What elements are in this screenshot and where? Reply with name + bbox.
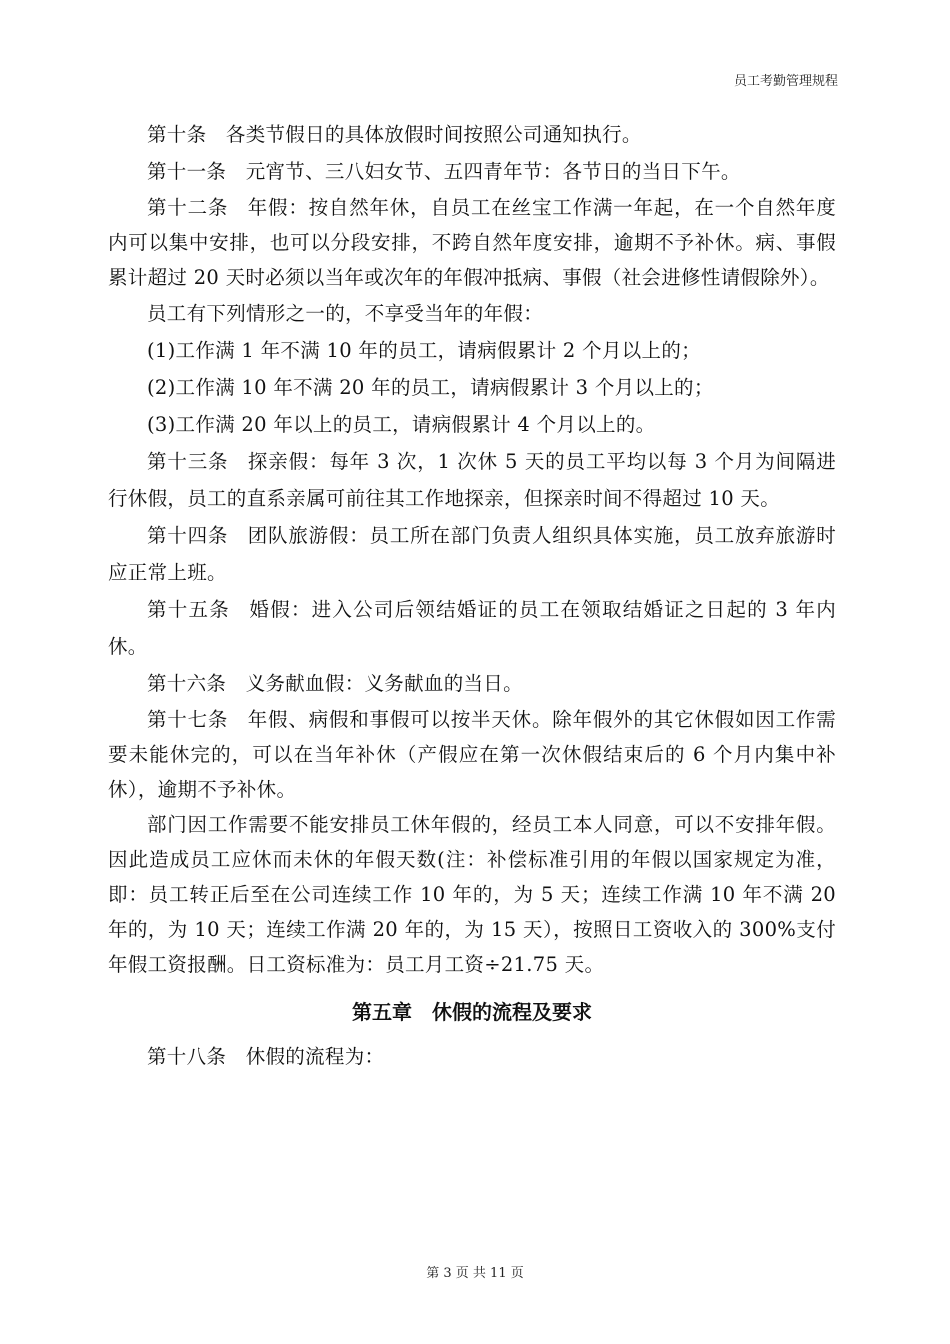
article-label: 第十七条	[147, 708, 229, 731]
article-label: 第十二条	[147, 196, 229, 219]
article-18	[108, 1038, 836, 1075]
article-13	[108, 443, 836, 517]
article-text: 年假、病假和事假可以按半天休。除年假外的其它休假如因工作需要未能休完的，可以在当年补休（产假应在第一次休假结束后的 6 个月内集中补休），逾期不予补休。	[108, 708, 837, 801]
article-label: 第十条	[147, 123, 207, 146]
article-label: 第十一条	[147, 160, 227, 183]
document-body	[108, 116, 836, 1075]
article-text: 探亲假：每年 3 次，1 次休 5 天的员工平均以每 3 个月为间隔进行休假，员工的直系亲属可前往其工作地探亲，但探亲时间不得超过 10 天。	[108, 450, 837, 510]
article-17	[108, 702, 836, 807]
article-label: 第十四条	[147, 524, 229, 547]
article-text: 年假：按自然年休，自员工在丝宝工作满一年起，在一个自然年度内可以集中安排，也可以分段安排，不跨自然年度安排，逾期不予补休。病、事假累计超过 20 天时必须以当年或次年的年假冲抵病、事假（社会进修性请假除外）。	[108, 196, 837, 289]
article-10	[108, 116, 836, 153]
compensation-paragraph: 部门因工作需要不能安排员工休年假的，经员工本人同意，可以不安排年假。因此造成员工应休而未休的年假天数(注：补偿标准引用的年假以国家规定为准，即：员工转正后至在公司连续工作 10 年的，为 5 天；连续工作满 10 年不满 20 年的，为 10 天；连续工作满 20 年的，为 15 天），按照日工资收入的 300%支付年假工资报酬。日工资标准为：员工月工资÷21.75 天。	[108, 813, 836, 976]
chapter-title: 休假的流程及要求	[432, 1000, 592, 1024]
annual-exclusion-item-1: (1)工作满 1 年不满 10 年的员工，请病假累计 2 个月以上的；	[147, 339, 701, 362]
article-label: 第十五条	[147, 598, 230, 621]
article-11	[108, 153, 836, 190]
article-12	[108, 190, 836, 295]
annual-exclusion-item-2: (2)工作满 10 年不满 20 年的员工，请病假累计 3 个月以上的；	[147, 376, 714, 399]
running-header: 员工考勤管理规程	[733, 74, 838, 89]
article-text: 元宵节、三八妇女节、五四青年节：各节日的当日下午。	[245, 160, 741, 183]
article-text: 婚假：进入公司后领结婚证的员工在领取结婚证之日起的 3 年内休。	[108, 598, 836, 658]
annual-exclusion-intro: 员工有下列情形之一的，不享受当年的年假：	[147, 302, 544, 325]
article-15	[108, 591, 836, 665]
article-label: 第十八条	[147, 1045, 227, 1068]
chapter-number: 第五章	[352, 1000, 412, 1024]
article-label: 第十三条	[147, 450, 229, 473]
article-14	[108, 517, 836, 591]
chapter-heading	[108, 994, 836, 1030]
page-footer: 第 3 页 共 11 页	[426, 1266, 524, 1281]
article-text: 休假的流程为：	[245, 1045, 385, 1068]
article-16	[108, 665, 836, 702]
article-text: 团队旅游假：员工所在部门负责人组织具体实施，员工放弃旅游时应正常上班。	[108, 524, 837, 584]
annual-exclusion-item-3: (3)工作满 20 年以上的员工，请病假累计 4 个月以上的。	[147, 413, 656, 436]
article-label: 第十六条	[147, 672, 227, 695]
article-text: 义务献血假：义务献血的当日。	[245, 672, 523, 695]
article-text: 各类节假日的具体放假时间按照公司通知执行。	[225, 123, 642, 146]
